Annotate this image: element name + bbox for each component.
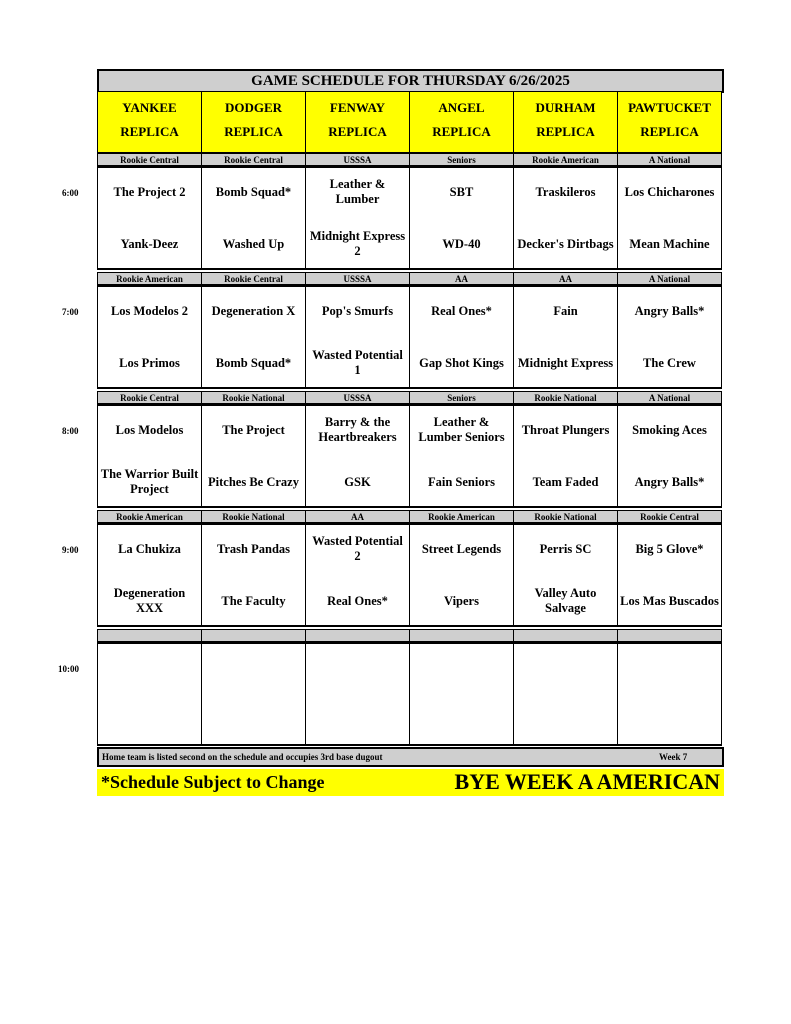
away-team: SBT xyxy=(449,184,474,199)
game-cell xyxy=(409,523,514,627)
away-team: Bomb Squad* xyxy=(215,184,292,199)
division-label xyxy=(617,629,722,642)
away-team: Trash Pandas xyxy=(216,541,291,556)
field-header xyxy=(617,91,722,153)
field-subtitle: REPLICA xyxy=(120,124,179,139)
home-team: Bomb Squad* xyxy=(215,355,292,370)
footer-bar xyxy=(97,747,724,767)
division-label xyxy=(409,629,514,642)
away-team: Big 5 Glove* xyxy=(635,541,704,556)
game-cell xyxy=(409,285,514,389)
away-team: Traskileros xyxy=(535,184,596,199)
time-slot-label: 8:00 xyxy=(62,426,79,436)
division-label: Seniors xyxy=(409,391,514,404)
game-cell xyxy=(513,523,618,627)
home-team xyxy=(410,696,513,744)
bye-week-label: BYE WEEK A AMERICAN xyxy=(454,769,720,794)
division-label xyxy=(513,629,618,642)
division-label: Rookie Central xyxy=(97,153,202,166)
home-team: Valley Auto Salvage xyxy=(534,586,597,615)
home-team: The Faculty xyxy=(221,593,286,608)
division-label: Rookie American xyxy=(97,272,202,285)
away-team: Real Ones* xyxy=(431,303,492,318)
game-cell xyxy=(97,523,202,627)
home-team: GSK xyxy=(344,474,371,489)
away-team: Street Legends xyxy=(421,541,502,556)
division-label: Rookie Central xyxy=(201,153,306,166)
division-label: Rookie National xyxy=(513,391,618,404)
division-label xyxy=(305,629,410,642)
division-label: A National xyxy=(617,153,722,166)
game-cell xyxy=(513,166,618,270)
game-cell xyxy=(513,642,618,746)
game-cell xyxy=(409,166,514,270)
game-cell xyxy=(305,523,410,627)
game-cell xyxy=(201,642,306,746)
away-team: Los Modelos xyxy=(115,422,184,437)
away-team: Angry Balls* xyxy=(634,303,705,318)
time-slot-label: 7:00 xyxy=(62,307,79,317)
field-name: FENWAY xyxy=(329,100,386,115)
away-team: Leather & Lumber Seniors xyxy=(418,415,505,444)
home-team: Vipers xyxy=(444,593,479,608)
schedule-title: GAME SCHEDULE FOR THURSDAY 6/26/2025 xyxy=(97,69,724,93)
home-team: Mean Machine xyxy=(629,236,710,251)
home-team: Degeneration XXX xyxy=(113,586,186,615)
time-slot-label: 6:00 xyxy=(62,188,79,198)
home-team: Fain Seniors xyxy=(427,474,496,489)
home-team: Decker's Dirtbags xyxy=(517,236,614,251)
game-cell xyxy=(201,523,306,627)
away-team: Pop's Smurfs xyxy=(321,303,394,318)
field-header xyxy=(305,91,410,153)
home-team: Midnight Express 2 xyxy=(309,229,406,258)
away-team: Leather & Lumber xyxy=(329,177,386,206)
division-label: AA xyxy=(305,510,410,523)
away-team xyxy=(98,644,201,692)
game-cell xyxy=(617,642,722,746)
division-label xyxy=(97,629,202,642)
game-cell xyxy=(305,166,410,270)
game-cell xyxy=(617,166,722,270)
division-label: Rookie American xyxy=(513,153,618,166)
home-team xyxy=(98,696,201,744)
game-cell xyxy=(513,285,618,389)
field-name: YANKEE xyxy=(122,100,177,115)
game-cell xyxy=(305,642,410,746)
away-team: Smoking Aces xyxy=(632,422,707,437)
game-cell xyxy=(201,404,306,508)
week-label: Week 7 xyxy=(659,752,688,762)
home-team: Wasted Potential 1 xyxy=(312,348,403,377)
division-label: Rookie National xyxy=(201,510,306,523)
away-team: The Project 2 xyxy=(113,184,186,199)
field-header xyxy=(201,91,306,153)
time-slot-label: 10:00 xyxy=(58,664,79,674)
away-team: Throat Plungers xyxy=(521,422,610,437)
division-label: Rookie American xyxy=(97,510,202,523)
game-cell xyxy=(97,285,202,389)
home-team: The Crew xyxy=(643,355,696,370)
division-label: USSSA xyxy=(305,391,410,404)
away-team: Los Modelos 2 xyxy=(110,303,189,318)
home-team: WD-40 xyxy=(442,236,481,251)
home-team xyxy=(618,696,721,744)
game-cell xyxy=(617,404,722,508)
away-team: La Chukiza xyxy=(118,541,181,556)
home-team: Pitches Be Crazy xyxy=(208,474,299,489)
schedule-change-note: *Schedule Subject to Change xyxy=(101,772,325,792)
field-header xyxy=(409,91,514,153)
home-team: Los Primos xyxy=(119,355,180,370)
away-team: Wasted Potential 2 xyxy=(312,534,403,563)
home-team xyxy=(306,696,409,744)
away-team: Los Chicharones xyxy=(624,184,715,199)
field-header xyxy=(97,91,202,153)
field-subtitle: REPLICA xyxy=(536,124,595,139)
away-team xyxy=(514,644,617,692)
game-cell xyxy=(617,523,722,627)
home-team: Los Mas Buscados xyxy=(620,593,719,608)
game-cell xyxy=(305,404,410,508)
division-label xyxy=(201,629,306,642)
home-team: Washed Up xyxy=(222,236,285,251)
home-team: Yank-Deez xyxy=(120,236,179,251)
field-header xyxy=(513,91,618,153)
away-team: Degeneration X xyxy=(211,303,296,318)
away-team: Fain xyxy=(553,303,578,318)
away-team: Perris SC xyxy=(539,541,592,556)
home-team: Gap Shot Kings xyxy=(419,355,504,370)
game-cell xyxy=(409,642,514,746)
division-label: AA xyxy=(409,272,514,285)
game-cell xyxy=(617,285,722,389)
division-label: Rookie Central xyxy=(201,272,306,285)
field-subtitle: REPLICA xyxy=(224,124,283,139)
division-label: Seniors xyxy=(409,153,514,166)
away-team xyxy=(618,644,721,692)
home-team xyxy=(202,696,305,744)
game-cell xyxy=(409,404,514,508)
away-team: The Project xyxy=(222,422,285,437)
game-cell xyxy=(201,166,306,270)
division-label: AA xyxy=(513,272,618,285)
away-team xyxy=(306,644,409,692)
game-cell xyxy=(513,404,618,508)
field-subtitle: REPLICA xyxy=(640,124,699,139)
home-team xyxy=(514,696,617,744)
home-team: Angry Balls* xyxy=(634,474,705,489)
field-name: DODGER xyxy=(224,100,283,115)
banner xyxy=(97,769,724,796)
division-label: USSSA xyxy=(305,272,410,285)
division-label: Rookie National xyxy=(513,510,618,523)
home-team: Team Faded xyxy=(532,474,599,489)
division-label: A National xyxy=(617,391,722,404)
home-team-note: Home team is listed second on the schedule and occupies 3rd base dugout xyxy=(102,752,383,762)
game-cell xyxy=(97,166,202,270)
division-label: Rookie National xyxy=(201,391,306,404)
home-team: Midnight Express xyxy=(517,355,614,370)
time-slot-label: 9:00 xyxy=(62,545,79,555)
game-cell xyxy=(201,285,306,389)
game-cell xyxy=(97,404,202,508)
field-name: PAWTUCKET xyxy=(628,100,711,115)
division-label: Rookie Central xyxy=(97,391,202,404)
field-name: ANGEL xyxy=(438,100,485,115)
division-label: Rookie Central xyxy=(617,510,722,523)
field-name: DURHAM xyxy=(535,100,596,115)
field-subtitle: REPLICA xyxy=(432,124,491,139)
division-label: A National xyxy=(617,272,722,285)
home-team: The Warrior Built Project xyxy=(100,467,199,496)
division-label: USSSA xyxy=(305,153,410,166)
home-team: Real Ones* xyxy=(327,593,388,608)
game-cell xyxy=(97,642,202,746)
field-subtitle: REPLICA xyxy=(328,124,387,139)
away-team xyxy=(410,644,513,692)
division-label: Rookie American xyxy=(409,510,514,523)
away-team xyxy=(202,644,305,692)
game-cell xyxy=(305,285,410,389)
away-team: Barry & the Heartbreakers xyxy=(318,415,397,444)
